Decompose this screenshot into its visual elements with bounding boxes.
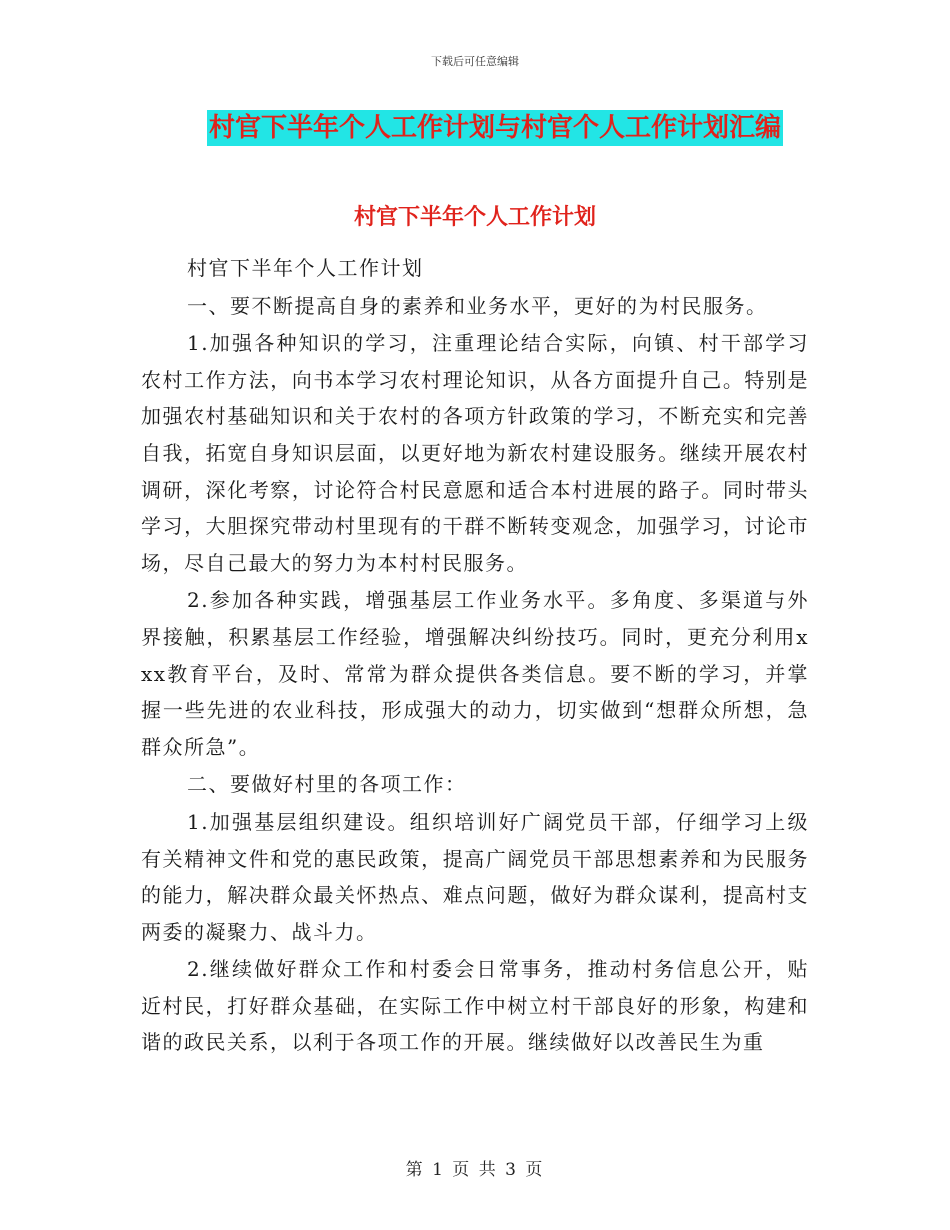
paragraph: 2.参加各种实践，增强基层工作业务水平。多角度、多渠道与外界接触，积累基层工作经验，增强解决纠纷技巧。同时，更充分利用xxx教育平台，及时、常常为群众提供各类信息。要不断的学习，并掌握一些先进的农业科技，形成强大的动力，切实做到“想群众所想，急群众所急”。	[141, 588, 809, 759]
document-body	[141, 250, 809, 1061]
page-footer: 第 1 页 共 3 页	[405, 1160, 545, 1180]
doc-title: 村官下半年个人工作计划与村官个人工作计划汇编	[207, 110, 783, 146]
section-title: 村官下半年个人工作计划	[353, 204, 596, 230]
paragraph: 1.加强基层组织建设。组织培训好广阔党员干部，仔细学习上级有关精神文件和党的惠民政策，提高广阔党员干部思想素养和为民服务的能力，解决群众最关怀热点、难点问题，做好为群众谋利，提高村支两委的凝聚力、战斗力。	[141, 809, 809, 944]
paragraph: 一、要不断提高自身的素养和业务水平，更好的为村民服务。	[187, 293, 768, 318]
paragraph: 1.加强各种知识的学习，注重理论结合实际，向镇、村干部学习农村工作方法，向书本学习农村理论知识，从各方面提升自己。特别是加强农村基础知识和关于农村的各项方针政策的学习，不断充实和完善自我，拓宽自身知识层面，以更好地为新农村建设服务。继续开展农村调研，深化考察，讨论符合村民意愿和适合本村进展的路子。同时带头学习，大胆探究带动村里现有的干群不断转变观念，加强学习，讨论市场，尽自己最大的努力为本村村民服务。	[141, 331, 809, 575]
paragraph: 二、要做好村里的各项工作：	[187, 772, 467, 797]
header-note: 下载后可任意编辑	[431, 55, 519, 68]
paragraph: 2.继续做好群众工作和村委会日常事务，推动村务信息公开，贴近村民，打好群众基础，在实际工作中树立村干部良好的形象，构建和谐的政民关系，以利于各项工作的开展。继续做好以改善民生为重	[141, 957, 809, 1055]
doc-title-wrap	[0, 110, 950, 146]
paragraph: 村官下半年个人工作计划	[187, 256, 424, 280]
